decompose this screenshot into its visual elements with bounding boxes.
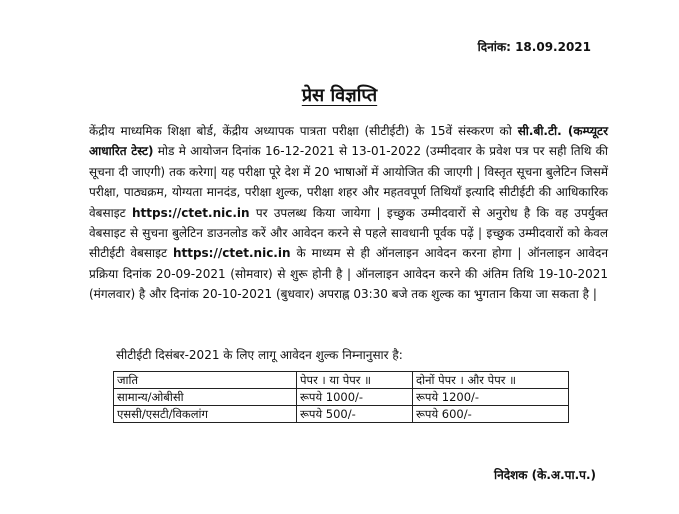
column-header: जाति [114, 372, 297, 389]
website-link[interactable]: https://ctet.nic.in [172, 246, 291, 261]
page-title [0, 83, 679, 107]
table-cell: रूपये 600/- [413, 406, 569, 423]
signature: निदेशक (के.अ.पा.प.) [493, 468, 596, 482]
column-header: पेपर । या पेपर ॥ [297, 372, 413, 389]
table-cell: रूपये 500/- [297, 406, 413, 423]
cbt-mode-text: सी.बी.टी. (कम्प्यूटर आधारित टेस्ट) [89, 124, 608, 159]
body-paragraph [89, 121, 608, 305]
press-release-date: दिनांक: 18.09.2021 [477, 40, 591, 54]
title-text: प्रेस विज्ञप्ति [301, 85, 378, 106]
body-text: केंद्रीय माध्यमिक शिक्षा बोर्ड, केंद्रीय अध्यापक पात्रता परीक्षा (सीटीईटी) के 15वें संस्करण को [89, 124, 518, 138]
table-row [114, 406, 569, 423]
fee-table [113, 371, 569, 423]
table-cell: रूपये 1000/- [297, 389, 413, 406]
table-header-row [114, 372, 569, 389]
table-row [114, 389, 569, 406]
body-text: मोड मे आयोजन दिनांक 16-12-2021 से 13-01-2022 (उम्मीदवार के प्रवेश पत्र पर सही तिथि की सूचना दी जाएगी) तक करेगा| यह परीक्षा पूरे देश में 20 भाषाओं में आयोजित की जाएगी | विस्तृत सूचना बुलेटिन जिसमें परीक्षा, पाठ्यक्रम, योग्यता मानदंड, परीक्षा शुल्क, परीक्षा शहर और महतवपूर्ण तिथियाँ इत्यादि सीटीईटी की आधिकारिक वेबसाइट [89, 144, 608, 220]
body-text: के माध्यम से ही ऑनलाइन आवेदन करना होगा | ऑनलाइन आवेदन प्रक्रिया दिनांक 20-09-2021 (सोमवार) से शुरू होनी है | ऑनलाइन आवेदन करने की अंतिम तिथि 19-10-2021 (मंगलवार) है और दिनांक 20-10-2021 (बुधवार) अपराह्न 03:30 बजे तक शुल्क का भुगतान किया जा सकता है | [89, 246, 608, 302]
website-link[interactable]: https://ctet.nic.in [131, 205, 250, 220]
table-cell: सामान्य/ओबीसी [114, 389, 297, 406]
fee-intro: सीटीईटी दिसंबर-2021 के लिए लागू आवेदन शुल्क निम्नानुसार है: [116, 348, 403, 362]
table-cell: रूपये 1200/- [413, 389, 569, 406]
body-text: पर उपलब्ध किया जायेगा | इच्छुक उम्मीदवारों से अनुरोध है कि वह उपर्युक्त वेबसाइट से सुचना बुलेटिन डाउनलोड करें और आवेदन करने से पहले सावधानी पूर्वक पढ़ें | इच्छुक उम्मीदवारों को केवल सीटीईटी वेबसाइट [89, 205, 609, 261]
table-cell: एससी/एसटी/विकलांग [114, 406, 297, 423]
column-header: दोनों पेपर । और पेपर ॥ [413, 372, 569, 389]
